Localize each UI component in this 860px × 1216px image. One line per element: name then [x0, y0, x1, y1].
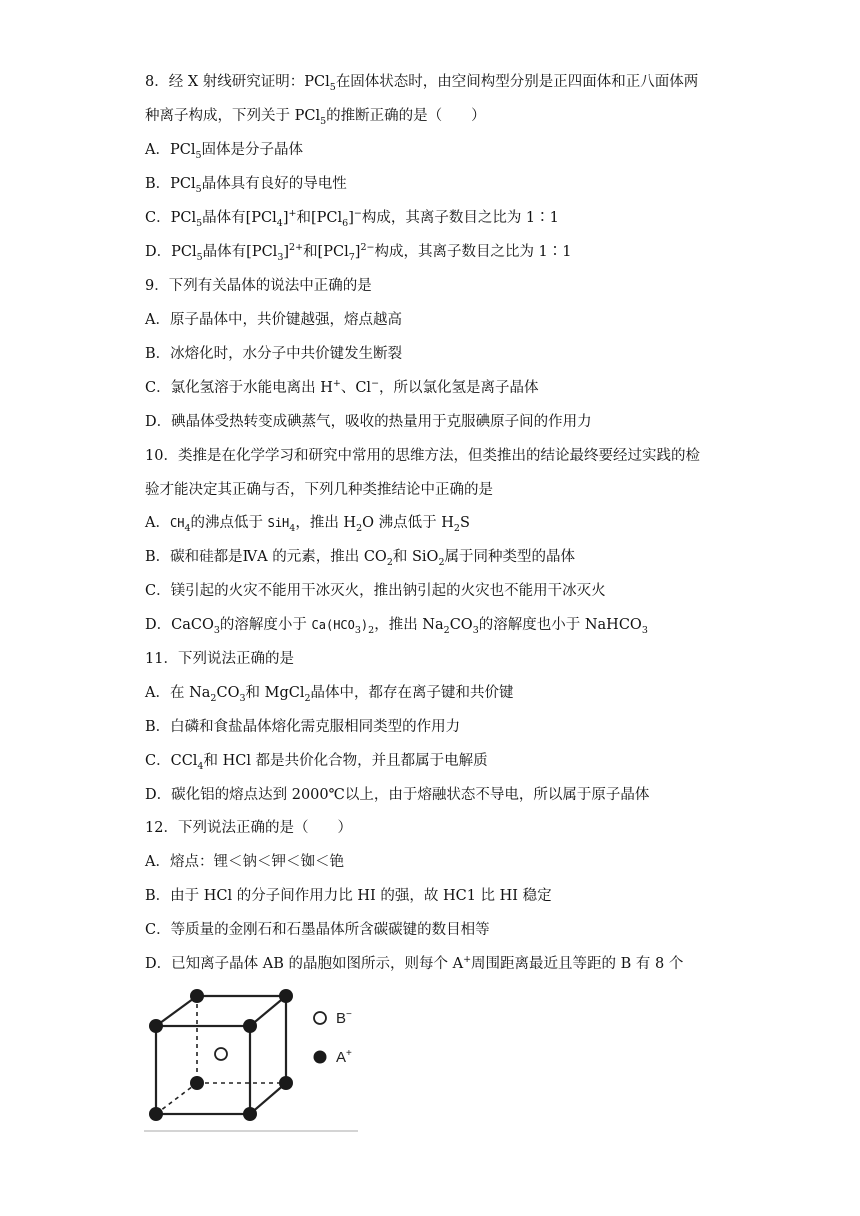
q11-option-a: A．在 $Na_2CO_3$和 MgCl$_2$晶体中，都存在离子键和共价键	[145, 685, 514, 704]
cube-bottom-left-hidden-edge	[156, 1083, 197, 1114]
q12-option-a: A．熔点：锂＜钠＜钾＜铷＜铯	[145, 854, 344, 870]
q9-option-d: D．碘晶体受热转变成碘蒸气，吸收的热量用于克服碘原子间的作用力	[145, 414, 592, 430]
q8-option-a: A．PCl$_5$固体是分子晶体	[145, 142, 304, 161]
q11-stem: 11．下列说法正确的是	[145, 651, 294, 667]
q8-option-c: C．PCl$_5$晶体有[PCl$_4$]+和[PCl$_6$]−构成，其离子数目之比为 1∶1	[145, 208, 559, 229]
legend-b-minus-icon	[314, 1012, 326, 1024]
a-plus-ion-atom	[190, 989, 204, 1003]
q10-option-a: A．$CH_4$的沸点低于 SiH$_4$，推出 $H_2O$ 沸点低于 $H_2S$	[145, 515, 470, 534]
q10-stem-line-2: 验才能决定其正确与否，下列几种类推结论中正确的是	[145, 482, 493, 498]
a-plus-ion-atom	[279, 989, 293, 1003]
q12-option-d: D．已知离子晶体 AB 的晶胞如图所示，则每个 A+周围距离最近且等距的 B 有 8 个	[145, 954, 684, 972]
q12-option-c: C．等质量的金刚石和石墨晶体所含碳碳键的数目相等	[145, 922, 490, 938]
q9-option-c: C．氯化氢溶于水能电离出 H+、Cl−，所以氯化氢是离子晶体	[145, 378, 539, 396]
q11-option-c: C．CCl$_4$和 HCl 都是共价化合物，并且都属于电解质	[145, 753, 488, 772]
a-plus-ion-atom	[243, 1019, 257, 1033]
a-plus-ion-atom	[190, 1076, 204, 1090]
a-plus-ion-atom	[149, 1107, 163, 1121]
q8-stem-line-2: 种离子构成，下列关于 PCl$_5$的推断正确的是（ ）	[145, 108, 486, 127]
q9-option-a: A．原子晶体中，共价键越强，熔点越高	[145, 312, 402, 328]
q8-option-d: D．PCl$_5$晶体有$[PCl_3]^{2+}$和$[PCl_7]^{2-}$构成，其离子数目之比为 1∶1	[145, 242, 572, 263]
q8-stem-line-1: 8．经 X 射线研究证明：PCl$_5$在固体状态时，由空间构型分别是正四面体和正八面体两	[145, 74, 699, 93]
q10-option-c: C．镁引起的火灾不能用干冰灭火，推出钠引起的火灾也不能用干冰灭火	[145, 583, 606, 599]
legend-a-plus-icon	[314, 1051, 327, 1064]
b-minus-ion-atom	[215, 1048, 227, 1060]
q12-option-b: B．由于 HCl 的分子间作用力比 HI 的强，故 HC1 比 HI 稳定	[145, 888, 552, 904]
a-plus-ion-atom	[279, 1076, 293, 1090]
crystal-unit-cell-figure	[140, 982, 370, 1134]
q10-option-d: D．CaCO$_3$的溶解度小于 $Ca(HCO_3)_2$，推出 $Na_2CO_3$的溶解度也小于 NaHCO$_3$	[145, 617, 648, 636]
q12-stem: 12．下列说法正确的是（ ）	[145, 820, 352, 836]
cube-top-right-edge	[250, 996, 286, 1026]
q9-stem: 9．下列有关晶体的说法中正确的是	[145, 278, 372, 294]
q10-stem-line-1: 10．类推是在化学学习和研究中常用的思维方法，但类推出的结论最终要经过实践的检	[145, 448, 700, 464]
cube-bottom-right-edge	[250, 1083, 286, 1114]
a-plus-ion-atom	[243, 1107, 257, 1121]
legend-a-plus-label: A+	[336, 1048, 352, 1066]
q9-option-b: B．冰熔化时，水分子中共价键发生断裂	[145, 346, 403, 362]
unit-cell-diagram	[140, 982, 370, 1134]
legend-b-minus-label: B−	[336, 1009, 352, 1027]
cube-top-left-edge	[156, 996, 197, 1026]
q11-option-d: D．碳化铝的熔点达到 2000℃以上，由于熔融状态不导电，所以属于原子晶体	[145, 787, 650, 803]
a-plus-ion-atom	[149, 1019, 163, 1033]
q8-option-b: B．PCl$_5$晶体具有良好的导电性	[145, 176, 347, 195]
q11-option-b: B．白磷和食盐晶体熔化需克服相同类型的作用力	[145, 719, 461, 735]
q10-option-b: B．碳和硅都是ⅣA 的元素，推出 $CO_2$和 SiO$_2$属于同种类型的晶体	[145, 549, 575, 568]
cube-front-face	[156, 1026, 250, 1114]
